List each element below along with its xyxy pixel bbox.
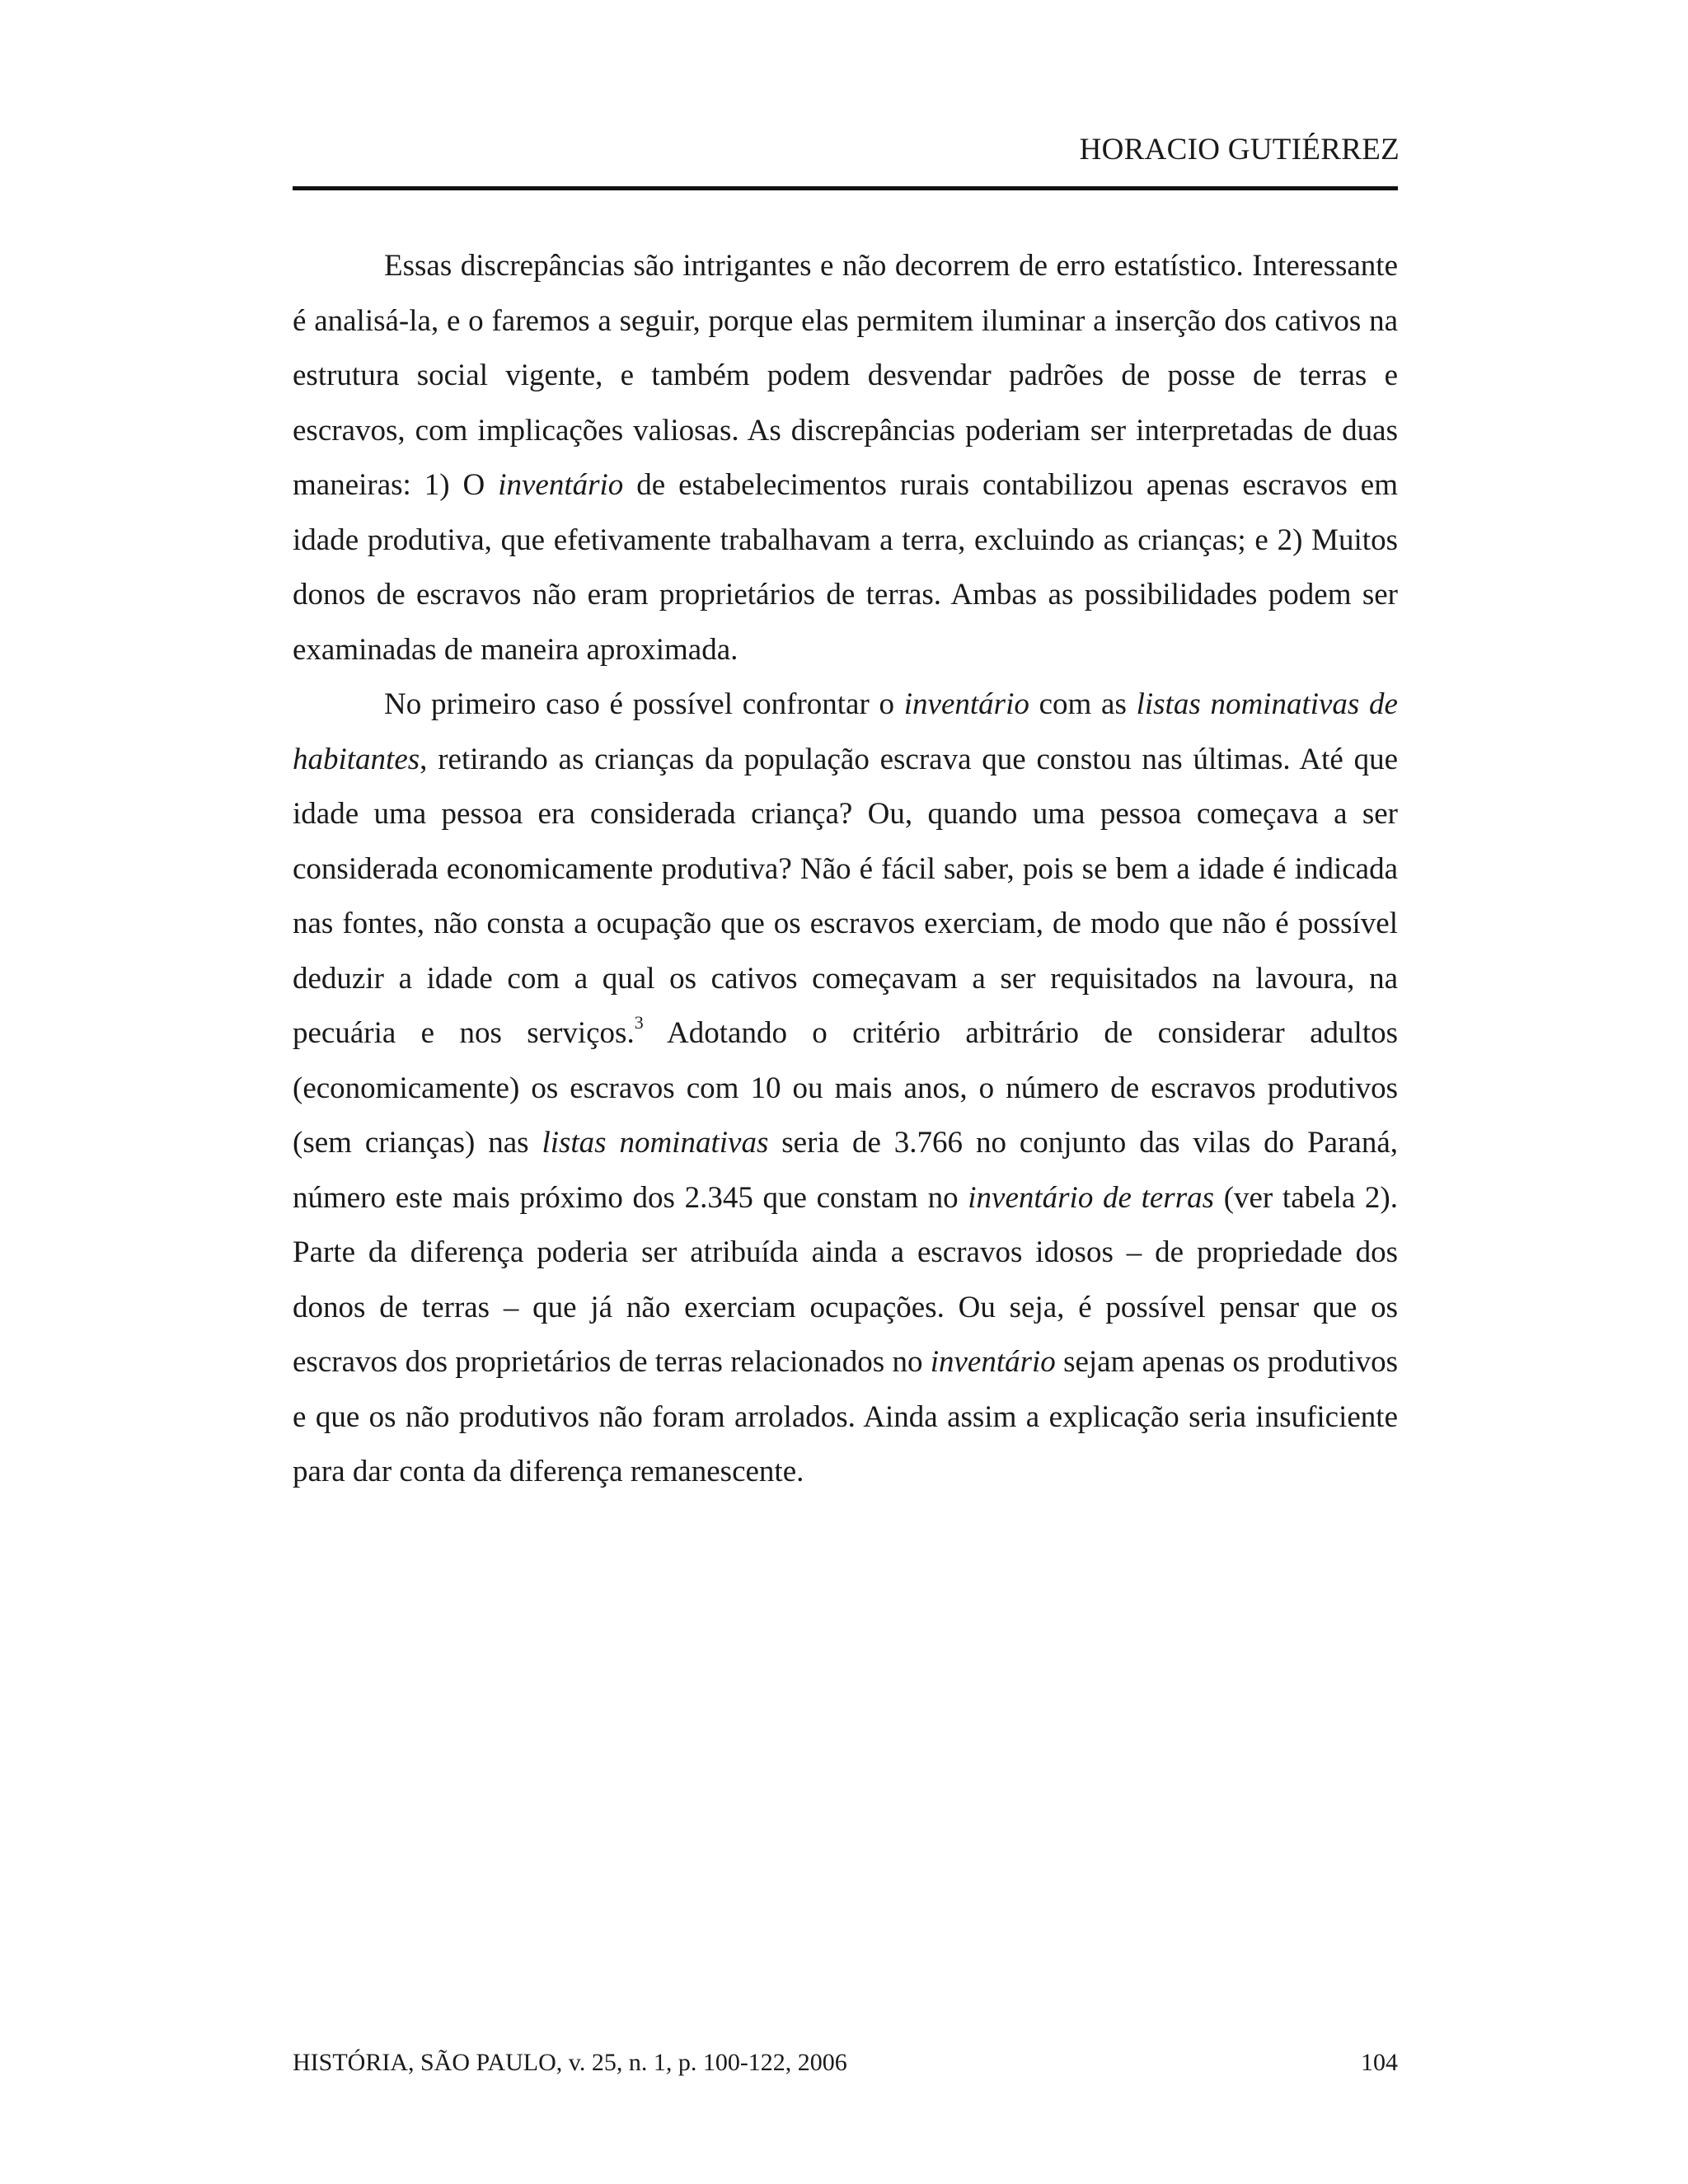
paragraph-text: (ver tabela 2). Parte da diferença poderia ser atribuída ainda a escravos idosos – de propriedade dos donos de terras – que já não exerciam ocupações. Ou seja, é possível pensar que os escravos dos proprietários de terras relacionados no (293, 1180, 1399, 1379)
paragraph-text: Essas discrepâncias são intrigantes e não decorrem de erro estatístico. Interessante é analisá-la, e o faremos a seguir, porque elas permitem iluminar a inserção dos cativos na estrutura social vigente, e também podem desvendar padrões de posse de terras e escravos, com implicações valiosas. As discrepâncias poderiam ser interpretadas de duas maneiras: 1) O (293, 249, 1398, 502)
paragraph-text: , retirando as crianças da população escrava que constou nas últimas. Até que idade uma pessoa era considerada criança? Ou, quando uma pessoa começava a ser considerada economicamente produtiva? Não é fácil saber, pois se bem a idade é indicada nas fontes, não consta a ocupação que os escravos exerciam, de modo que não é possível deduzir a idade com a qual os cativos começavam a ser requisitados na lavoura, na pecuária e nos serviços. (293, 742, 1398, 1050)
paragraph-text: Adotando o critério arbitrário de considerar adultos (economicamente) os escravos com 10 ou mais anos, o número de escravos produtivos (sem crianças) nas (293, 1016, 1398, 1160)
italic-term: inventário (498, 468, 624, 502)
paragraph-text: de estabelecimentos rurais contabilizou apenas escravos em idade produtiva, que efetivamente trabalhavam a terra, excluindo as crianças; e 2) Muitos donos de escravos não eram proprietários de terras. Ambas as possibilidades podem ser examinadas de maneira aproximada. (293, 468, 1398, 667)
paragraph-2 (293, 677, 1398, 1500)
journal-citation: HISTÓRIA, SÃO PAULO, v. 25, n. 1, p. 100-122, 2006 (293, 2049, 847, 2076)
header-rule (293, 186, 1398, 190)
paragraph-text: sejam apenas os produtivos e que os não produtivos não foram arrolados. Ainda assim a explicação seria insuficiente para dar conta da diferença remanescente. (293, 1345, 1399, 1488)
italic-term: inventário de terras (968, 1180, 1215, 1215)
footnote-marker[interactable]: 3 (634, 1011, 644, 1033)
paragraph-1 (293, 239, 1398, 677)
paragraph-text: seria de 3.766 no conjunto das vilas do Paraná, número este mais próximo dos 2.345 que constam no (293, 1126, 1398, 1215)
page-footer (293, 2049, 1398, 2077)
italic-term: listas nominativas (542, 1126, 769, 1160)
italic-term: listas nominativas de habitantes (293, 687, 1398, 776)
page-number: 104 (1361, 2049, 1398, 2076)
running-head-author: HORACIO GUTIÉRREZ (1079, 133, 1400, 166)
italic-term: inventário (903, 687, 1029, 721)
italic-term: inventário (930, 1345, 1056, 1379)
paragraph-text: No primeiro caso é possível confrontar o (384, 687, 904, 721)
body-text (293, 239, 1398, 1500)
paragraph-text: com as (1029, 687, 1137, 721)
